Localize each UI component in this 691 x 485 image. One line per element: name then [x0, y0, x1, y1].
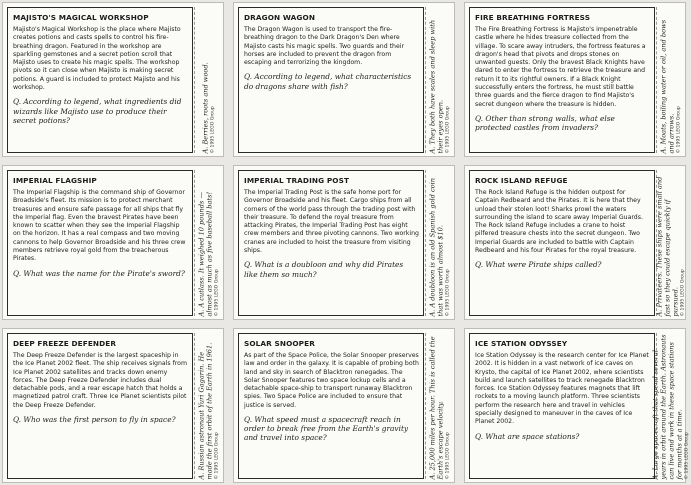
card-answer: A. Privateers. These ships were small and fast so they could escape quickly if pursued.	[655, 176, 680, 316]
card-question: Q. Other than strong walls, what else protected castles from invaders?	[475, 113, 615, 133]
card-answer: A. A doubloon is an old Spanish gold coin that was worth almost $10.	[428, 177, 445, 316]
card-front	[469, 170, 655, 316]
trivia-card-fire-breathing-fortress	[464, 2, 686, 157]
card-question: Q. What is a doubloon and why did Pirates like them so much?	[244, 260, 404, 279]
card-question: Q. Who was the first person to fly in space?	[13, 415, 176, 425]
card-description: The Deep Freeze Defender is the largest spaceship in the Ice Planet 2002 fleet. The ship receives signals from Ice Planet 2002 satellites and tracks down enemy forces. The Deep Freeze Defender includes dual detachable pods, and a rear escape hatch that holds a magnetized patrol craft. Three Ice Planet scientists pilot the Deep Freeze Defender.	[13, 352, 187, 409]
card-title: DRAGON WAGON	[244, 13, 316, 22]
card-answer-panel	[195, 332, 223, 481]
card-title: DEEP FREEZE DEFENDER	[13, 339, 117, 348]
copyright-notice: © 1995 LEGO Group	[214, 431, 220, 479]
card-front	[469, 7, 655, 153]
card-answer: A. 25,000 miles per hour. This is called the Earth's escape velocity.	[428, 335, 445, 479]
card-title: IMPERIAL FLAGSHIP	[13, 176, 97, 185]
card-description: As part of the Space Police, the Solar Snooper preserves law and order in the galaxy. It is capable of probing both land and sky in search of Blacktron renegades. The Solar Snooper features two space lockup cells and a detachable space-ship to transport runaway Blacktron spies. Two Space Police are included to ensure that justice is served.	[244, 352, 419, 409]
card-front	[238, 333, 424, 479]
card-answer-panel	[426, 332, 454, 481]
card-description: The Imperial Flagship is the command ship of Governor Broadside's fleet. Its mission is to protect merchant treasures and ensure safe passage for all ships that fly the Imperial flag. Even the bravest Pirates have been known to scatter when they see the Imperial Flagship on the horizon. It has a real compass and two moving cannons to help Governor Broadside and his three crew members retrieve royal gold from the treacherous Pirates.	[13, 189, 186, 263]
card-description: Majisto's Magical Workshop is the place where Majisto creates potions and casts spells to control his fire-breathing dragon. Featured in the workshop are sparkling gemstones and a secret potion scroll that Majisto uses to create his magic spells. The workshop pivots so it can close when Majisto is making secret potions. A guard is included to protect Majisto and his workshop.	[13, 26, 181, 92]
card-answer: A. Large spacecraft that spend several years in orbit around the Earth. Astronauts can live and work in these space stations for months at a time.	[651, 334, 684, 479]
trivia-card-rock-island-refuge	[464, 165, 686, 320]
card-title: ROCK ISLAND REFUGE	[475, 176, 568, 185]
card-front	[7, 7, 193, 153]
trivia-card-imperial-trading-post	[233, 165, 455, 320]
card-title: FIRE BREATHING FORTRESS	[475, 13, 591, 22]
copyright-notice: © 1995 LEGO Group	[676, 105, 682, 153]
card-front	[238, 170, 424, 316]
copyright-notice: © 1995 LEGO Group	[445, 431, 451, 479]
card-front	[238, 7, 424, 153]
copyright-notice: © 1995 LEGO Group	[214, 268, 220, 316]
copyright-notice: © 1995 LEGO Group	[445, 105, 451, 153]
copyright-notice: © 1995 LEGO Group	[445, 268, 451, 316]
trivia-card-imperial-flagship	[2, 165, 224, 320]
copyright-notice: © 1995 LEGO Group	[680, 268, 686, 316]
card-description: The Rock Island Refuge is the hidden outpost for Captain Redbeard and the Pirates. It is here that they unload their stolen loot! Sharks prowl the waters surrounding the island to scare away Imperial Guards. The Rock Island Refuge includes a crane to hoist pilfered treasure chests into the secret dungeon. Two Imperial Guards are included to battle with Captain Redbeard and his four Pirates for the royal treasure.	[475, 189, 643, 255]
card-question: Q. What speed must a spacecraft reach in order to break free from the Earth's gravity and travel into space?	[244, 415, 409, 443]
card-answer-panel	[426, 169, 454, 318]
trivia-card-solar-snooper	[233, 328, 455, 483]
card-title: ICE STATION ODYSSEY	[475, 339, 568, 348]
trivia-card-deep-freeze-defender	[2, 328, 224, 483]
card-front	[469, 333, 655, 479]
card-answer-panel	[195, 6, 223, 155]
card-question: Q. According to legend, what ingredients did wizards like Majisto use to produce their secret potions?	[13, 97, 182, 125]
trivia-card-ice-station-odyssey	[464, 328, 690, 483]
card-answer-panel	[195, 169, 223, 318]
card-answer: A. Russian astronaut Yuri Gagarin. He made the first orbit of the Earth in 1961.	[197, 342, 214, 479]
card-answer-panel	[657, 169, 685, 318]
card-front	[7, 170, 193, 316]
card-question: Q. What were Pirate ships called?	[475, 260, 602, 270]
card-description: The Fire Breathing Fortress is Majisto's impenetrable castle where he hides treasure collected from the village. To scare away intruders, the fortress features a dragon's head that pivots and drops stones on unwanted guests. Only the bravest Black Knights have dared to enter the fortress to retrieve the treasure and return it to its rightful owners. If a Black Knight successfully enters the fortress, he must still battle three guards and the fierce dragon to find Majisto's secret dungeon where the treasure is hidden.	[475, 26, 646, 108]
card-title: SOLAR SNOOPER	[244, 339, 315, 348]
card-answer: A. A cutlass. It weighed 10 pounds — almost as much as five baseball bats!	[197, 191, 214, 316]
card-question: Q. According to legend, what characteristics do dragons share with fish?	[244, 72, 412, 91]
card-answer-panel	[657, 6, 685, 155]
trivia-card-majisto-workshop	[2, 2, 224, 157]
card-question: Q. What was the name for the Pirate's sword?	[13, 268, 185, 278]
copyright-notice: © 1995 LEGO Group	[210, 105, 216, 153]
card-question: Q. What are space stations?	[475, 431, 580, 441]
trivia-card-dragon-wagon	[233, 2, 455, 157]
card-answer: A. Moats, boiling water or oil, and bows and arrows.	[659, 19, 676, 153]
card-answer-panel	[426, 6, 454, 155]
card-answer-panel	[651, 332, 690, 481]
card-description: The Dragon Wagon is used to transport the fire-breathing dragon to the Dark Dragon's Den where Majisto casts his magic spells. Two guards and their horses are included to prevent the dragon from escaping and terrorizing the kingdom.	[244, 26, 405, 67]
copyright-notice: © 1995 LEGO Group	[684, 431, 690, 479]
card-description: The Imperial Trading Post is the safe home port for Governor Broadside and his fleet. Cargo ships from all corners of the world pass through the trading post with their treasure. To defend the royal treasure from attacking Pirates, the Imperial Trading Post has eight crew members and three pivoting cannons. Two working cranes are included to hoist the treasure from visiting ships.	[244, 189, 419, 255]
card-title: MAJISTO'S MAGICAL WORKSHOP	[13, 13, 149, 22]
card-answer: A. Berries, roots and wood.	[201, 61, 210, 153]
card-answer: A. They both have scales and sleep with their eyes open.	[428, 19, 445, 153]
card-front	[7, 333, 193, 479]
card-title: IMPERIAL TRADING POST	[244, 176, 350, 185]
card-description: Ice Station Odyssey is the research center for Ice Planet 2002. It is hidden in a vast network of ice caves on Krysto, the capital of Ice Planet 2002, where scientists build and launch satellites to track renegade Blacktron forces. Ice Station Odyssey features magnets that lift rockets to a moving launch platform. Three scientists perform the research here and travel in vehicles specially designed to maneuver in the caves of Ice Planet 2002.	[475, 352, 649, 426]
